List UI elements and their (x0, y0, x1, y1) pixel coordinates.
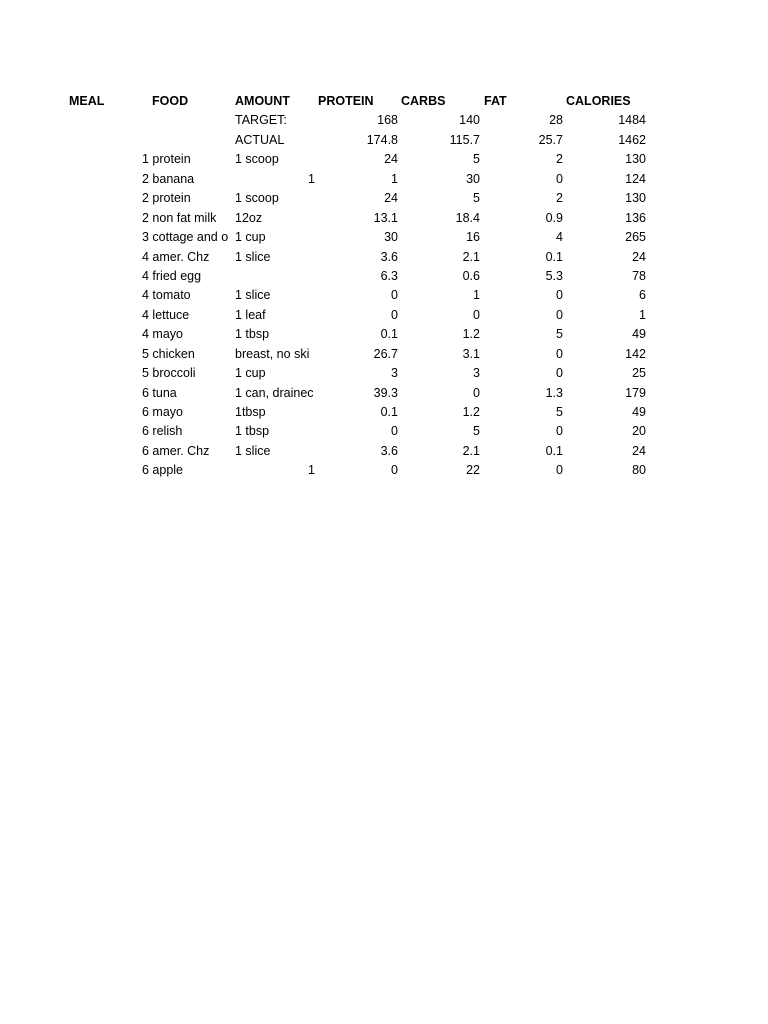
target-row (0, 111, 768, 130)
food-cell: 5 chicken (142, 346, 195, 361)
calories-cell: 142 (625, 346, 646, 361)
amount-cell: 1 scoop (235, 152, 279, 167)
food-cell: 6 apple (142, 463, 184, 478)
carbs-cell: 0 (473, 385, 480, 400)
fat-cell: 1.3 (545, 385, 563, 400)
amount-cell: breast, no ski (235, 346, 310, 361)
table-row (0, 306, 768, 325)
calories-cell: 265 (625, 230, 646, 245)
actual-fat: 25.7 (538, 132, 563, 147)
food-cell: 4 fried egg (142, 268, 202, 283)
calories-cell: 80 (632, 463, 646, 478)
amount-cell: 1 slice (235, 443, 271, 458)
protein-cell: 0 (391, 288, 398, 303)
protein-cell: 0.1 (380, 327, 398, 342)
carbs-cell: 18.4 (455, 210, 480, 225)
food-cell: 4 amer. Chz (142, 249, 210, 264)
calories-cell: 179 (625, 385, 646, 400)
calories-cell: 130 (625, 152, 646, 167)
header-carbs: CARBS (401, 94, 446, 108)
food-cell: 2 non fat milk (142, 210, 217, 225)
food-cell: 1 protein (142, 152, 191, 167)
amount-cell: 1tbsp (235, 405, 266, 419)
target-protein: 168 (377, 113, 398, 128)
carbs-cell: 5 (473, 152, 480, 167)
fat-cell: 0 (556, 346, 563, 361)
fat-cell: 5 (556, 327, 563, 342)
table-row (0, 286, 768, 305)
actual-calories: 1462 (618, 132, 646, 147)
table-row (0, 403, 768, 422)
table-row (0, 461, 768, 480)
fat-cell: 0 (556, 307, 563, 322)
table-row (0, 228, 768, 247)
fat-cell: 0.1 (545, 443, 563, 458)
table-row (0, 422, 768, 441)
amount-cell: 1 tbsp (235, 424, 270, 439)
protein-cell: 0 (391, 307, 398, 322)
calories-cell: 25 (632, 366, 646, 381)
protein-cell: 24 (384, 152, 398, 167)
header-calories: CALORIES (566, 94, 631, 108)
calories-cell: 130 (625, 191, 646, 206)
amount-cell: 1 cup (235, 366, 266, 381)
protein-cell: 39.3 (373, 385, 398, 400)
table-row (0, 170, 768, 189)
fat-cell: 2 (556, 152, 563, 167)
calories-cell: 136 (625, 210, 646, 225)
food-cell: 6 mayo (142, 405, 183, 419)
actual-row (0, 131, 768, 150)
fat-cell: 0 (556, 171, 563, 186)
carbs-cell: 22 (466, 463, 480, 478)
protein-cell: 1 (391, 171, 398, 186)
header-amount: AMOUNT (235, 94, 290, 108)
carbs-cell: 5 (473, 191, 480, 206)
carbs-cell: 30 (466, 171, 480, 186)
carbs-cell: 3.1 (462, 346, 480, 361)
table-row (0, 442, 768, 461)
calories-cell: 49 (632, 327, 646, 342)
food-cell: 4 tomato (142, 288, 191, 303)
amount-cell: 12oz (235, 210, 263, 225)
target-carbs: 140 (459, 113, 480, 128)
table-row (0, 209, 768, 228)
fat-cell: 0 (556, 424, 563, 439)
actual-protein: 174.8 (366, 132, 398, 147)
food-cell: 6 relish (142, 424, 183, 439)
table-row (0, 325, 768, 344)
actual-label: ACTUAL (235, 132, 285, 147)
amount-number-cell: 1 (308, 171, 315, 186)
target-label: TARGET: (235, 113, 287, 128)
carbs-cell: 0 (473, 307, 480, 322)
fat-cell: 0 (556, 366, 563, 381)
carbs-cell: 2.1 (462, 443, 480, 458)
calories-cell: 20 (632, 424, 646, 439)
amount-cell: 1 leaf (235, 307, 266, 322)
actual-carbs: 115.7 (449, 132, 480, 147)
food-cell: 2 banana (142, 171, 195, 186)
carbs-cell: 16 (466, 230, 480, 245)
table-row (0, 364, 768, 383)
amount-cell: 1 scoop (235, 191, 279, 206)
target-calories: 1484 (618, 113, 646, 128)
amount-cell: 1 can, drainec (235, 385, 314, 400)
food-cell: 6 tuna (142, 385, 177, 400)
calories-cell: 124 (625, 171, 646, 186)
fat-cell: 0.1 (545, 249, 563, 264)
carbs-cell: 3 (473, 366, 480, 381)
food-cell: 5 broccoli (142, 366, 196, 381)
protein-cell: 0 (391, 463, 398, 478)
amount-cell: 1 tbsp (235, 327, 270, 342)
fat-cell: 5.3 (545, 268, 563, 283)
protein-cell: 3.6 (380, 249, 398, 264)
carbs-cell: 5 (473, 424, 480, 439)
target-fat: 28 (549, 113, 563, 128)
calories-cell: 1 (639, 307, 646, 322)
protein-cell: 0.1 (380, 405, 398, 419)
fat-cell: 2 (556, 191, 563, 206)
amount-cell: 1 slice (235, 288, 271, 303)
table-row (0, 267, 768, 286)
food-cell: 6 amer. Chz (142, 443, 210, 458)
header-protein: PROTEIN (318, 94, 374, 108)
fat-cell: 5 (556, 405, 563, 419)
carbs-cell: 1 (473, 288, 480, 303)
calories-cell: 78 (632, 268, 646, 283)
carbs-cell: 2.1 (462, 249, 480, 264)
carbs-cell: 1.2 (462, 327, 480, 342)
table-row (0, 189, 768, 208)
protein-cell: 13.1 (373, 210, 398, 225)
protein-cell: 26.7 (373, 346, 398, 361)
protein-cell: 0 (391, 424, 398, 439)
table-row (0, 345, 768, 364)
protein-cell: 24 (384, 191, 398, 206)
protein-cell: 30 (384, 230, 398, 245)
food-cell: 2 protein (142, 191, 191, 206)
food-cell: 3 cottage and o (142, 230, 229, 245)
protein-cell: 6.3 (380, 268, 398, 283)
header-food: FOOD (152, 94, 189, 108)
amount-number-cell: 1 (308, 463, 315, 478)
calories-cell: 6 (639, 288, 646, 303)
table-row (0, 384, 768, 403)
protein-cell: 3.6 (380, 443, 398, 458)
calories-cell: 24 (632, 443, 646, 458)
header-row (0, 92, 768, 111)
amount-cell: 1 slice (235, 249, 271, 264)
protein-cell: 3 (391, 366, 398, 381)
amount-cell: 1 cup (235, 230, 266, 245)
header-meal: MEAL (69, 94, 105, 108)
carbs-cell: 1.2 (462, 405, 480, 419)
fat-cell: 0 (556, 288, 563, 303)
food-rows (0, 150, 768, 480)
table-row (0, 248, 768, 267)
food-cell: 4 mayo (142, 327, 183, 342)
table-row (0, 150, 768, 169)
calories-cell: 49 (632, 405, 646, 419)
meal-plan-sheet (0, 92, 768, 481)
carbs-cell: 0.6 (462, 268, 480, 283)
calories-cell: 24 (632, 249, 646, 264)
fat-cell: 0.9 (545, 210, 563, 225)
fat-cell: 4 (556, 230, 563, 245)
fat-cell: 0 (556, 463, 563, 478)
header-fat: FAT (484, 94, 507, 108)
food-cell: 4 lettuce (142, 307, 190, 322)
